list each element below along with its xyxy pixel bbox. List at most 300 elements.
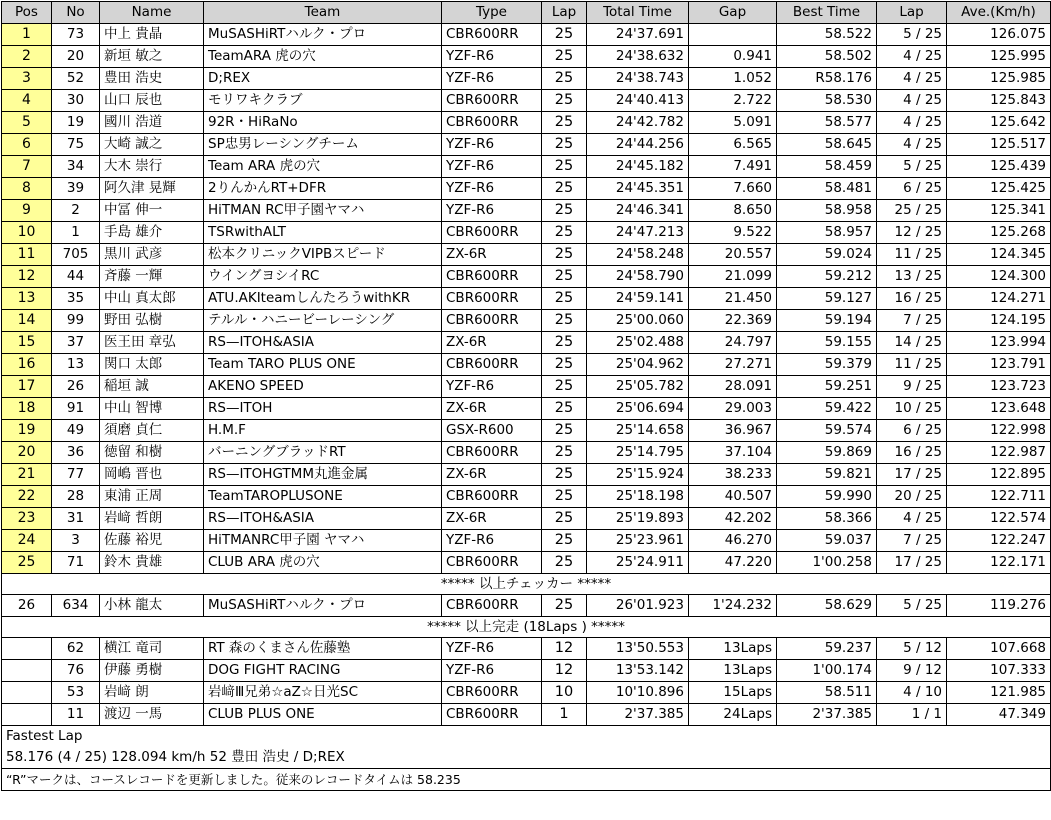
cell-best-lap: 13 / 25 bbox=[877, 266, 947, 288]
cell-total-time: 25'19.893 bbox=[587, 508, 689, 530]
cell-pos: 18 bbox=[2, 398, 52, 420]
cell-best-lap: 16 / 25 bbox=[877, 442, 947, 464]
cell-best-lap: 4 / 25 bbox=[877, 508, 947, 530]
header-name: Name bbox=[100, 2, 204, 24]
cell-type: YZF-R6 bbox=[442, 660, 542, 682]
table-row bbox=[2, 90, 1051, 112]
cell-average: 123.994 bbox=[947, 332, 1051, 354]
header-team: Team bbox=[204, 2, 442, 24]
cell-pos: 7 bbox=[2, 156, 52, 178]
cell-best-time: 1'00.174 bbox=[777, 660, 877, 682]
finish-separator-row bbox=[2, 617, 1051, 638]
cell-team: テルル・ハニービーレーシング bbox=[204, 310, 442, 332]
cell-type: YZF-R6 bbox=[442, 178, 542, 200]
cell-best-time: 59.574 bbox=[777, 420, 877, 442]
cell-best-lap: 4 / 10 bbox=[877, 682, 947, 704]
cell-gap: 27.271 bbox=[689, 354, 777, 376]
cell-name: 手島 雄介 bbox=[100, 222, 204, 244]
table-row bbox=[2, 46, 1051, 68]
cell-total-time: 13'53.142 bbox=[587, 660, 689, 682]
cell-total-time: 25'00.060 bbox=[587, 310, 689, 332]
cell-gap: 40.507 bbox=[689, 486, 777, 508]
cell-lap: 10 bbox=[542, 682, 587, 704]
cell-no: 1 bbox=[52, 222, 100, 244]
cell-best-time: 58.459 bbox=[777, 156, 877, 178]
cell-name: 稲垣 誠 bbox=[100, 376, 204, 398]
cell-pos: 22 bbox=[2, 486, 52, 508]
cell-team: SP忠男レーシングチーム bbox=[204, 134, 442, 156]
cell-best-time: 59.237 bbox=[777, 638, 877, 660]
cell-team: DOG FIGHT RACING bbox=[204, 660, 442, 682]
cell-best-time: 59.024 bbox=[777, 244, 877, 266]
cell-type: YZF-R6 bbox=[442, 638, 542, 660]
cell-type: YZF-R6 bbox=[442, 376, 542, 398]
cell-name: 伊藤 勇樹 bbox=[100, 660, 204, 682]
cell-total-time: 25'24.911 bbox=[587, 552, 689, 574]
cell-pos: 9 bbox=[2, 200, 52, 222]
cell-best-time: 59.127 bbox=[777, 288, 877, 310]
cell-type: CBR600RR bbox=[442, 310, 542, 332]
cell-total-time: 24'46.341 bbox=[587, 200, 689, 222]
cell-gap: 5.091 bbox=[689, 112, 777, 134]
cell-no: 44 bbox=[52, 266, 100, 288]
cell-team: RS—ITOH&ASIA bbox=[204, 332, 442, 354]
cell-name: 岩﨑 哲朗 bbox=[100, 508, 204, 530]
cell-gap: 15Laps bbox=[689, 682, 777, 704]
finish-note: ***** 以上完走 (18Laps ) ***** bbox=[2, 617, 1051, 638]
cell-pos: 13 bbox=[2, 288, 52, 310]
cell-best-lap: 25 / 25 bbox=[877, 200, 947, 222]
table-row bbox=[2, 288, 1051, 310]
cell-average: 122.247 bbox=[947, 530, 1051, 552]
cell-team: CLUB ARA 虎の穴 bbox=[204, 552, 442, 574]
cell-pos: 3 bbox=[2, 68, 52, 90]
cell-pos: 17 bbox=[2, 376, 52, 398]
table-row bbox=[2, 200, 1051, 222]
cell-type: YZF-R6 bbox=[442, 200, 542, 222]
cell-lap: 25 bbox=[542, 486, 587, 508]
cell-best-lap: 6 / 25 bbox=[877, 420, 947, 442]
cell-total-time: 24'37.691 bbox=[587, 24, 689, 46]
cell-team: MuSASHiRTハルク・プロ bbox=[204, 24, 442, 46]
fastest-lap-value: 58.176 (4 / 25) 128.094 km/h 52 豊田 浩史 / D;REX bbox=[2, 747, 1051, 769]
cell-no: 20 bbox=[52, 46, 100, 68]
cell-lap: 25 bbox=[542, 332, 587, 354]
cell-average: 122.998 bbox=[947, 420, 1051, 442]
cell-lap: 25 bbox=[542, 134, 587, 156]
cell-best-lap: 11 / 25 bbox=[877, 354, 947, 376]
cell-gap: 21.099 bbox=[689, 266, 777, 288]
cell-team: Team ARA 虎の穴 bbox=[204, 156, 442, 178]
cell-total-time: 2'37.385 bbox=[587, 704, 689, 726]
table-row bbox=[2, 486, 1051, 508]
cell-total-time: 25'04.962 bbox=[587, 354, 689, 376]
cell-average: 125.985 bbox=[947, 68, 1051, 90]
cell-lap: 25 bbox=[542, 288, 587, 310]
cell-lap: 25 bbox=[542, 442, 587, 464]
cell-best-time: 58.530 bbox=[777, 90, 877, 112]
cell-team: ATU.AKIteamしんたろうwithKR bbox=[204, 288, 442, 310]
cell-team: HiTMANRC甲子園 ヤマハ bbox=[204, 530, 442, 552]
cell-pos: 10 bbox=[2, 222, 52, 244]
cell-best-time: 59.037 bbox=[777, 530, 877, 552]
cell-gap: 7.660 bbox=[689, 178, 777, 200]
cell-gap: 46.270 bbox=[689, 530, 777, 552]
header-row bbox=[2, 2, 1051, 24]
table-row bbox=[2, 178, 1051, 200]
cell-pos: 8 bbox=[2, 178, 52, 200]
cell-total-time: 25'15.924 bbox=[587, 464, 689, 486]
cell-total-time: 25'02.488 bbox=[587, 332, 689, 354]
cell-pos: 6 bbox=[2, 134, 52, 156]
cell-team: 松本クリニックVIPBスピード bbox=[204, 244, 442, 266]
cell-type: YZF-R6 bbox=[442, 68, 542, 90]
cell-gap: 7.491 bbox=[689, 156, 777, 178]
cell-type: CBR600RR bbox=[442, 442, 542, 464]
cell-team: 92R・HiRaNo bbox=[204, 112, 442, 134]
cell-no: 705 bbox=[52, 244, 100, 266]
table-row bbox=[2, 156, 1051, 178]
cell-type: CBR600RR bbox=[442, 486, 542, 508]
record-note-row bbox=[2, 769, 1051, 791]
cell-team: TeamTAROPLUSONE bbox=[204, 486, 442, 508]
cell-no: 53 bbox=[52, 682, 100, 704]
cell-average: 123.723 bbox=[947, 376, 1051, 398]
cell-average: 122.895 bbox=[947, 464, 1051, 486]
header-type: Type bbox=[442, 2, 542, 24]
cell-best-time: 59.869 bbox=[777, 442, 877, 464]
header-best-lap: Lap bbox=[877, 2, 947, 24]
cell-average: 125.268 bbox=[947, 222, 1051, 244]
cell-type: ZX-6R bbox=[442, 332, 542, 354]
cell-total-time: 26'01.923 bbox=[587, 595, 689, 617]
cell-type: YZF-R6 bbox=[442, 530, 542, 552]
cell-lap: 25 bbox=[542, 90, 587, 112]
cell-best-time: R58.176 bbox=[777, 68, 877, 90]
cell-name: 斉藤 一輝 bbox=[100, 266, 204, 288]
cell-gap: 2.722 bbox=[689, 90, 777, 112]
cell-best-lap: 16 / 25 bbox=[877, 288, 947, 310]
cell-best-lap: 14 / 25 bbox=[877, 332, 947, 354]
cell-best-time: 59.379 bbox=[777, 354, 877, 376]
cell-team: TSRwithALT bbox=[204, 222, 442, 244]
cell-total-time: 25'14.795 bbox=[587, 442, 689, 464]
cell-pos: 14 bbox=[2, 310, 52, 332]
cell-lap: 25 bbox=[542, 266, 587, 288]
table-row bbox=[2, 595, 1051, 617]
cell-name: 医王田 章弘 bbox=[100, 332, 204, 354]
cell-total-time: 25'14.658 bbox=[587, 420, 689, 442]
cell-no: 91 bbox=[52, 398, 100, 420]
cell-team: 2りんかんRT+DFR bbox=[204, 178, 442, 200]
cell-best-time: 58.511 bbox=[777, 682, 877, 704]
table-row bbox=[2, 508, 1051, 530]
table-row bbox=[2, 112, 1051, 134]
cell-pos bbox=[2, 704, 52, 726]
cell-average: 125.843 bbox=[947, 90, 1051, 112]
table-row bbox=[2, 266, 1051, 288]
cell-gap: 38.233 bbox=[689, 464, 777, 486]
cell-no: 77 bbox=[52, 464, 100, 486]
record-note: “R”マークは、コースレコードを更新しました。従来のレコードタイムは 58.235 bbox=[2, 769, 1051, 791]
cell-team: H.M.F bbox=[204, 420, 442, 442]
cell-best-lap: 1 / 1 bbox=[877, 704, 947, 726]
cell-gap: 36.967 bbox=[689, 420, 777, 442]
fastest-lap-value-row bbox=[2, 747, 1051, 769]
cell-no: 11 bbox=[52, 704, 100, 726]
cell-average: 123.791 bbox=[947, 354, 1051, 376]
cell-gap: 22.369 bbox=[689, 310, 777, 332]
cell-total-time: 25'18.198 bbox=[587, 486, 689, 508]
cell-type: CBR600RR bbox=[442, 266, 542, 288]
cell-pos: 24 bbox=[2, 530, 52, 552]
table-row bbox=[2, 530, 1051, 552]
cell-gap bbox=[689, 24, 777, 46]
cell-team: RS—ITOH bbox=[204, 398, 442, 420]
cell-best-lap: 9 / 25 bbox=[877, 376, 947, 398]
cell-name: 佐藤 裕児 bbox=[100, 530, 204, 552]
cell-name: 岩﨑 朗 bbox=[100, 682, 204, 704]
fastest-lap-label: Fastest Lap bbox=[2, 726, 1051, 748]
cell-best-time: 58.577 bbox=[777, 112, 877, 134]
cell-team: モリワキクラブ bbox=[204, 90, 442, 112]
cell-best-time: 58.957 bbox=[777, 222, 877, 244]
cell-best-time: 58.502 bbox=[777, 46, 877, 68]
cell-pos bbox=[2, 660, 52, 682]
cell-team: D;REX bbox=[204, 68, 442, 90]
cell-type: ZX-6R bbox=[442, 398, 542, 420]
cell-best-lap: 4 / 25 bbox=[877, 68, 947, 90]
cell-average: 125.995 bbox=[947, 46, 1051, 68]
table-row bbox=[2, 638, 1051, 660]
cell-lap: 25 bbox=[542, 222, 587, 244]
cell-gap: 0.941 bbox=[689, 46, 777, 68]
cell-total-time: 25'06.694 bbox=[587, 398, 689, 420]
cell-type: ZX-6R bbox=[442, 508, 542, 530]
cell-pos: 23 bbox=[2, 508, 52, 530]
cell-team: ウイングヨシイRC bbox=[204, 266, 442, 288]
cell-best-lap: 4 / 25 bbox=[877, 46, 947, 68]
cell-type: ZX-6R bbox=[442, 464, 542, 486]
cell-name: 大崎 誠之 bbox=[100, 134, 204, 156]
cell-best-time: 59.821 bbox=[777, 464, 877, 486]
cell-team: 岩﨑Ⅲ兄弟☆aZ☆日光SC bbox=[204, 682, 442, 704]
cell-average: 124.271 bbox=[947, 288, 1051, 310]
cell-no: 30 bbox=[52, 90, 100, 112]
cell-total-time: 24'40.413 bbox=[587, 90, 689, 112]
fastest-lap-label-row bbox=[2, 726, 1051, 748]
cell-average: 125.341 bbox=[947, 200, 1051, 222]
cell-best-time: 58.958 bbox=[777, 200, 877, 222]
cell-pos: 4 bbox=[2, 90, 52, 112]
cell-best-time: 59.194 bbox=[777, 310, 877, 332]
cell-team: Team TARO PLUS ONE bbox=[204, 354, 442, 376]
cell-type: GSX-R600 bbox=[442, 420, 542, 442]
cell-average: 125.642 bbox=[947, 112, 1051, 134]
cell-best-time: 58.366 bbox=[777, 508, 877, 530]
cell-average: 123.648 bbox=[947, 398, 1051, 420]
cell-best-lap: 4 / 25 bbox=[877, 90, 947, 112]
cell-no: 26 bbox=[52, 376, 100, 398]
cell-best-lap: 6 / 25 bbox=[877, 178, 947, 200]
cell-lap: 25 bbox=[542, 354, 587, 376]
header-average: Ave.(Km/h) bbox=[947, 2, 1051, 24]
cell-type: CBR600RR bbox=[442, 24, 542, 46]
cell-total-time: 24'38.632 bbox=[587, 46, 689, 68]
cell-lap: 25 bbox=[542, 244, 587, 266]
cell-best-lap: 11 / 25 bbox=[877, 244, 947, 266]
cell-team: CLUB PLUS ONE bbox=[204, 704, 442, 726]
table-row bbox=[2, 704, 1051, 726]
cell-team: バーニングブラッドRT bbox=[204, 442, 442, 464]
cell-lap: 25 bbox=[542, 178, 587, 200]
cell-lap: 25 bbox=[542, 112, 587, 134]
cell-gap: 20.557 bbox=[689, 244, 777, 266]
cell-best-lap: 17 / 25 bbox=[877, 552, 947, 574]
cell-total-time: 24'58.248 bbox=[587, 244, 689, 266]
cell-gap: 13Laps bbox=[689, 660, 777, 682]
cell-average: 126.075 bbox=[947, 24, 1051, 46]
cell-name: 中山 智博 bbox=[100, 398, 204, 420]
cell-best-time: 58.481 bbox=[777, 178, 877, 200]
cell-name: 中上 貴晶 bbox=[100, 24, 204, 46]
cell-pos: 26 bbox=[2, 595, 52, 617]
results-table bbox=[1, 1, 1051, 791]
cell-team: RT 森のくまさん佐藤塾 bbox=[204, 638, 442, 660]
table-row bbox=[2, 134, 1051, 156]
cell-average: 122.987 bbox=[947, 442, 1051, 464]
cell-no: 76 bbox=[52, 660, 100, 682]
cell-gap: 24Laps bbox=[689, 704, 777, 726]
cell-no: 39 bbox=[52, 178, 100, 200]
cell-type: CBR600RR bbox=[442, 552, 542, 574]
table-row bbox=[2, 682, 1051, 704]
cell-no: 19 bbox=[52, 112, 100, 134]
cell-best-lap: 4 / 25 bbox=[877, 134, 947, 156]
cell-name: 大木 崇行 bbox=[100, 156, 204, 178]
cell-best-lap: 5 / 25 bbox=[877, 595, 947, 617]
cell-average: 122.711 bbox=[947, 486, 1051, 508]
cell-best-lap: 5 / 12 bbox=[877, 638, 947, 660]
cell-name: 阿久津 晃輝 bbox=[100, 178, 204, 200]
cell-pos: 15 bbox=[2, 332, 52, 354]
table-row bbox=[2, 398, 1051, 420]
cell-average: 124.195 bbox=[947, 310, 1051, 332]
cell-type: CBR600RR bbox=[442, 704, 542, 726]
cell-total-time: 24'38.743 bbox=[587, 68, 689, 90]
cell-total-time: 24'47.213 bbox=[587, 222, 689, 244]
cell-average: 107.668 bbox=[947, 638, 1051, 660]
cell-pos: 25 bbox=[2, 552, 52, 574]
cell-name: 豊田 浩史 bbox=[100, 68, 204, 90]
cell-no: 13 bbox=[52, 354, 100, 376]
table-row bbox=[2, 442, 1051, 464]
cell-best-time: 59.251 bbox=[777, 376, 877, 398]
table-row bbox=[2, 310, 1051, 332]
cell-total-time: 24'42.782 bbox=[587, 112, 689, 134]
cell-lap: 25 bbox=[542, 24, 587, 46]
cell-name: 徳留 和樹 bbox=[100, 442, 204, 464]
cell-best-time: 58.645 bbox=[777, 134, 877, 156]
cell-type: YZF-R6 bbox=[442, 134, 542, 156]
cell-no: 71 bbox=[52, 552, 100, 574]
cell-name: 中山 真太郎 bbox=[100, 288, 204, 310]
cell-best-time: 59.422 bbox=[777, 398, 877, 420]
cell-name: 東浦 正周 bbox=[100, 486, 204, 508]
cell-lap: 25 bbox=[542, 595, 587, 617]
cell-team: HiTMAN RC甲子園ヤマハ bbox=[204, 200, 442, 222]
cell-type: CBR600RR bbox=[442, 90, 542, 112]
table-row bbox=[2, 222, 1051, 244]
cell-no: 2 bbox=[52, 200, 100, 222]
cell-best-lap: 5 / 25 bbox=[877, 24, 947, 46]
cell-name: 山口 辰也 bbox=[100, 90, 204, 112]
cell-best-time: 59.155 bbox=[777, 332, 877, 354]
cell-pos bbox=[2, 682, 52, 704]
cell-team: RS—ITOHGTMM丸進金属 bbox=[204, 464, 442, 486]
cell-type: CBR600RR bbox=[442, 112, 542, 134]
cell-pos: 11 bbox=[2, 244, 52, 266]
cell-name: 小林 龍太 bbox=[100, 595, 204, 617]
table-row bbox=[2, 376, 1051, 398]
cell-lap: 25 bbox=[542, 508, 587, 530]
cell-lap: 25 bbox=[542, 530, 587, 552]
cell-lap: 1 bbox=[542, 704, 587, 726]
cell-name: 鈴木 貴雄 bbox=[100, 552, 204, 574]
checker-note: ***** 以上チェッカー ***** bbox=[2, 574, 1051, 595]
cell-name: 黒川 武彦 bbox=[100, 244, 204, 266]
cell-team: RS—ITOH&ASIA bbox=[204, 508, 442, 530]
cell-no: 28 bbox=[52, 486, 100, 508]
cell-lap: 25 bbox=[542, 156, 587, 178]
cell-pos: 20 bbox=[2, 442, 52, 464]
cell-gap: 6.565 bbox=[689, 134, 777, 156]
cell-type: CBR600RR bbox=[442, 354, 542, 376]
cell-best-lap: 17 / 25 bbox=[877, 464, 947, 486]
cell-average: 125.425 bbox=[947, 178, 1051, 200]
cell-no: 73 bbox=[52, 24, 100, 46]
table-row bbox=[2, 332, 1051, 354]
cell-average: 119.276 bbox=[947, 595, 1051, 617]
cell-best-time: 58.629 bbox=[777, 595, 877, 617]
cell-gap: 9.522 bbox=[689, 222, 777, 244]
cell-gap: 1'24.232 bbox=[689, 595, 777, 617]
cell-no: 75 bbox=[52, 134, 100, 156]
table-row bbox=[2, 420, 1051, 442]
cell-no: 31 bbox=[52, 508, 100, 530]
cell-no: 634 bbox=[52, 595, 100, 617]
header-lap: Lap bbox=[542, 2, 587, 24]
cell-type: CBR600RR bbox=[442, 288, 542, 310]
cell-average: 47.349 bbox=[947, 704, 1051, 726]
cell-gap: 8.650 bbox=[689, 200, 777, 222]
cell-type: CBR600RR bbox=[442, 222, 542, 244]
cell-team: MuSASHiRTハルク・プロ bbox=[204, 595, 442, 617]
cell-team: AKENO SPEED bbox=[204, 376, 442, 398]
cell-type: YZF-R6 bbox=[442, 156, 542, 178]
cell-gap: 21.450 bbox=[689, 288, 777, 310]
cell-total-time: 24'59.141 bbox=[587, 288, 689, 310]
cell-no: 37 bbox=[52, 332, 100, 354]
cell-lap: 25 bbox=[542, 310, 587, 332]
cell-no: 99 bbox=[52, 310, 100, 332]
cell-pos: 5 bbox=[2, 112, 52, 134]
cell-lap: 25 bbox=[542, 376, 587, 398]
cell-best-lap: 4 / 25 bbox=[877, 112, 947, 134]
cell-name: 岡嶋 晋也 bbox=[100, 464, 204, 486]
cell-gap: 42.202 bbox=[689, 508, 777, 530]
cell-no: 36 bbox=[52, 442, 100, 464]
